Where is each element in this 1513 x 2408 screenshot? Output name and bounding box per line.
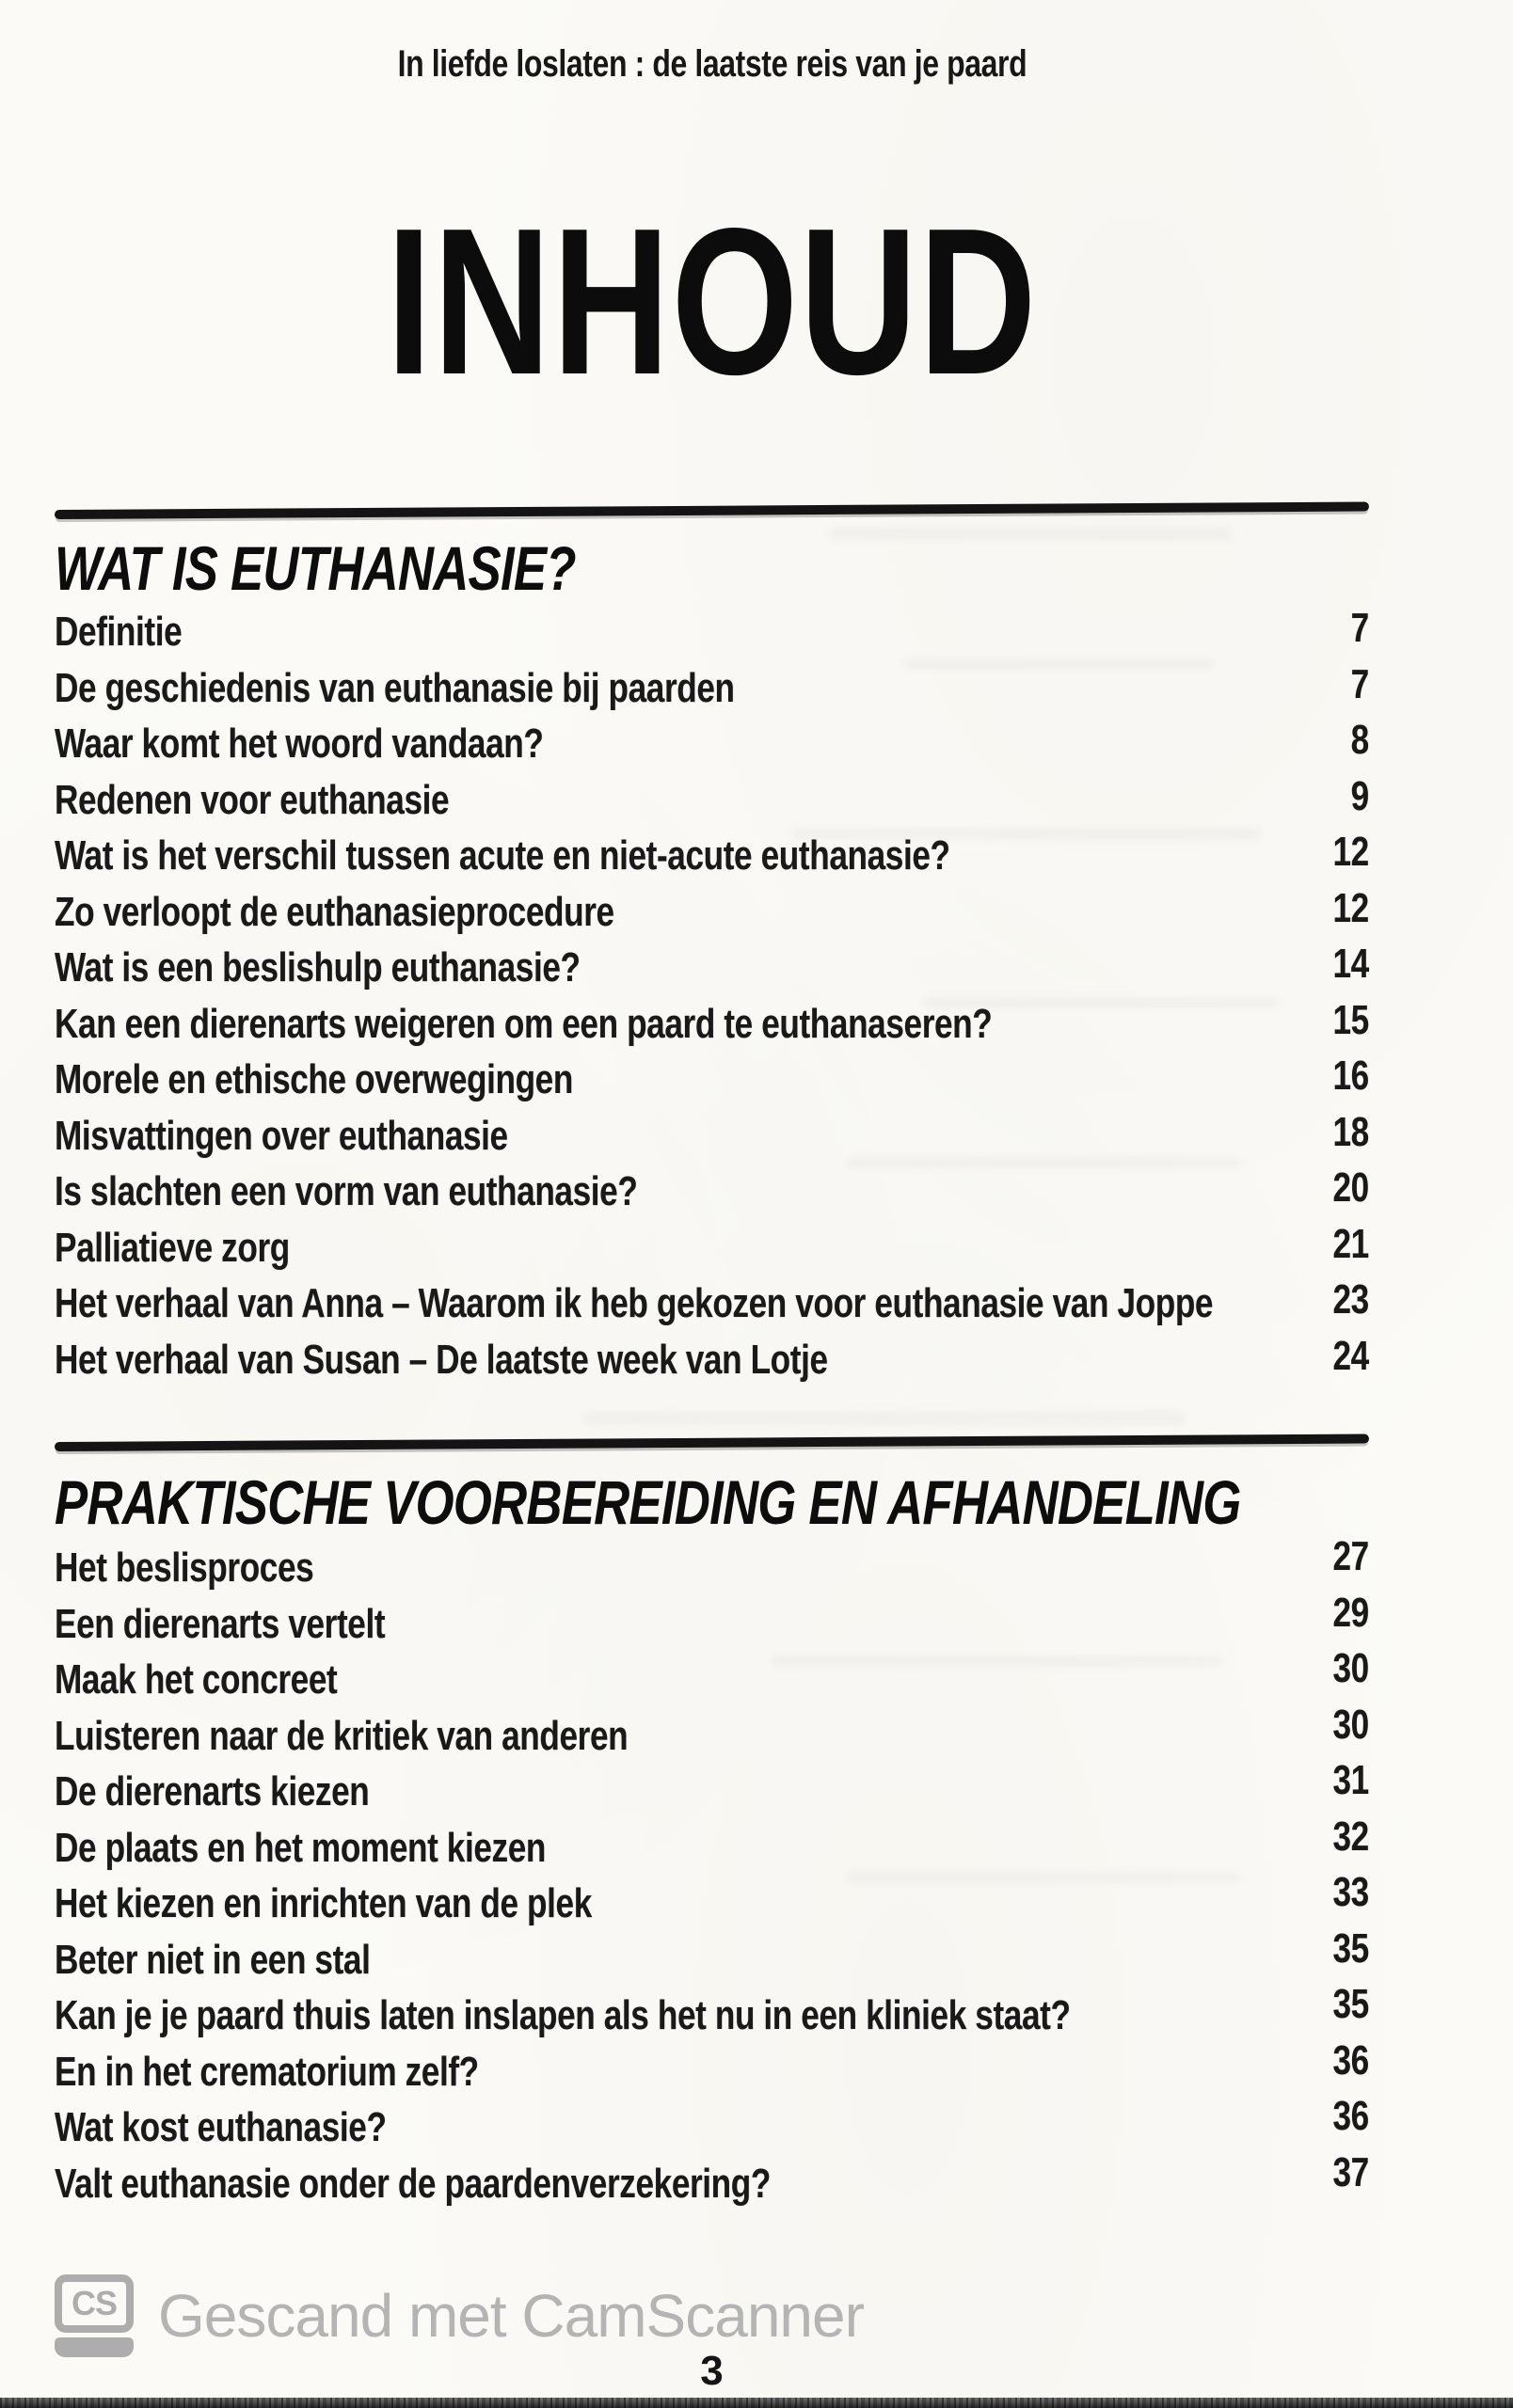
toc-entry (55, 828, 1369, 884)
toc-entry (55, 1052, 1369, 1108)
toc-entry-title: Morele en ethische overwegingen (55, 1056, 573, 1102)
toc-entry-page: 30 (1332, 1645, 1369, 1691)
toc-entry (55, 996, 1369, 1053)
camscanner-logo-cs: CS (55, 2274, 134, 2333)
toc-entry (55, 1589, 1369, 1653)
toc-entry (55, 1164, 1369, 1220)
toc-entry-page: 16 (1332, 1053, 1369, 1099)
toc-entry-page: 27 (1332, 1533, 1369, 1579)
toc-entry (55, 1533, 1369, 1596)
toc-entry-page: 12 (1332, 884, 1369, 931)
toc-entry-page: 8 (1350, 717, 1369, 763)
toc-entry-title: Is slachten een vorm van euthanasie? (55, 1168, 638, 1214)
toc-entry-title: Zo verloopt de euthanasieprocedure (55, 888, 614, 935)
toc-entry (55, 1332, 1369, 1388)
toc-entry-page: 36 (1332, 2036, 1369, 2083)
toc-entry-title: Het kiezen en inrichten van de plek (55, 1880, 592, 1926)
toc-entry-page: 7 (1350, 660, 1369, 707)
toc-entry-page: 36 (1332, 2093, 1369, 2139)
toc-entry-title: Redenen voor euthanasie (55, 776, 450, 823)
toc-entry-page: 7 (1350, 605, 1369, 651)
toc-entry-page: 12 (1332, 829, 1369, 875)
toc-entry (55, 1981, 1369, 2044)
toc-entry (55, 1108, 1369, 1164)
toc-entry (55, 716, 1369, 772)
camscanner-watermark-label: Gescand met CamScanner (158, 2282, 864, 2350)
camscanner-logo-icon (55, 2274, 134, 2357)
toc-entry (55, 1869, 1369, 1932)
toc-entry-page: 32 (1332, 1813, 1369, 1860)
toc-entry-page: 29 (1332, 1589, 1369, 1636)
toc-entry-title: Een dierenarts vertelt (55, 1600, 386, 1647)
toc-entry-page: 35 (1332, 1981, 1369, 2027)
table-of-contents (55, 510, 1369, 2211)
page-title (55, 185, 1369, 419)
toc-entry-page: 20 (1332, 1164, 1369, 1211)
page-title-text: INHOUD (386, 185, 1038, 419)
toc-entry-page: 9 (1350, 772, 1369, 819)
toc-entry-title: Wat kost euthanasie? (55, 2104, 387, 2150)
running-header (55, 43, 1369, 86)
toc-entry (55, 772, 1369, 829)
running-header-text: In liefde loslaten : de laatste reis van je paard (397, 43, 1027, 85)
toc-entry (55, 660, 1369, 717)
toc-entry-title: De plaats en het moment kiezen (55, 1824, 547, 1871)
toc-entry (55, 884, 1369, 941)
toc-entry-title: De geschiedenis van euthanasie bij paarden (55, 664, 735, 711)
toc-entry-page: 37 (1332, 2148, 1369, 2195)
toc-entry (55, 1275, 1369, 1332)
toc-entry-page: 33 (1332, 1869, 1369, 1915)
section-divider (55, 1434, 1369, 1451)
toc-entry-title: Misvattingen over euthanasie (55, 1112, 508, 1159)
toc-entry (55, 1701, 1369, 1765)
toc-entry-page: 23 (1332, 1276, 1369, 1323)
toc-entry-title: Wat is een beslishulp euthanasie? (55, 944, 581, 990)
toc-entry-title: Kan je je paard thuis laten inslapen als het nu in een kliniek staat? (55, 1992, 1071, 2038)
camscanner-watermark (55, 2274, 864, 2357)
toc-entry (55, 2036, 1369, 2100)
toc-entry-title: De dierenarts kiezen (55, 1768, 370, 1814)
toc-entry-title: Wat is het verschil tussen acute en niet-acute euthanasie? (55, 832, 950, 879)
toc-entry-title: Kan een dierenarts weigeren om een paard te euthanaseren? (55, 1000, 993, 1047)
toc-entry-title: Maak het concreet (55, 1656, 338, 1703)
toc-entry (55, 604, 1369, 660)
toc-entry (55, 940, 1369, 996)
toc-entry (55, 1645, 1369, 1708)
toc-entry-page: 24 (1332, 1332, 1369, 1379)
toc-entry-title: Valt euthanasie onder de paardenverzekering? (55, 2160, 771, 2207)
section-divider (55, 501, 1369, 519)
toc-entry-title: Palliatieve zorg (55, 1224, 290, 1271)
toc-entry (55, 1813, 1369, 1877)
toc-entry-title: Het beslisproces (55, 1545, 314, 1591)
toc-entry-title: En in het crematorium zelf? (55, 2048, 479, 2095)
toc-entry (55, 1220, 1369, 1276)
toc-entry-title: Waar komt het woord vandaan? (55, 721, 544, 767)
scanner-edge-artifact (0, 2398, 1513, 2408)
toc-entry-page: 35 (1332, 1925, 1369, 1972)
toc-entry (55, 2093, 1369, 2156)
toc-entry (55, 2148, 1369, 2212)
toc-entry-title: Luisteren naar de kritiek van anderen (55, 1712, 629, 1759)
section-heading-wat-is-euthanasie: WAT IS EUTHANASIE? (55, 533, 576, 603)
toc-entry-title: Het verhaal van Anna – Waarom ik heb gekozen voor euthanasie van Joppe (55, 1280, 1214, 1326)
toc-section-2-entries (55, 1533, 1369, 2211)
toc-entry-title: Definitie (55, 609, 183, 655)
toc-entry (55, 1757, 1369, 1820)
toc-entry-page: 31 (1332, 1757, 1369, 1803)
section-heading-praktische-voorbereiding: PRAKTISCHE VOORBEREIDING EN AFHANDELING (55, 1467, 1241, 1537)
toc-entry-title: Beter niet in een stal (55, 1936, 371, 1983)
toc-entry-page: 18 (1332, 1108, 1369, 1155)
page-number: 3 (700, 2348, 724, 2394)
toc-entry-page: 21 (1332, 1220, 1369, 1267)
toc-entry-page: 14 (1332, 941, 1369, 987)
toc-entry (55, 1925, 1369, 1988)
toc-section-1-entries (55, 604, 1369, 1387)
toc-entry-page: 30 (1332, 1701, 1369, 1748)
toc-entry-page: 15 (1332, 996, 1369, 1043)
toc-entry-title: Het verhaal van Susan – De laatste week van Lotje (55, 1336, 828, 1383)
